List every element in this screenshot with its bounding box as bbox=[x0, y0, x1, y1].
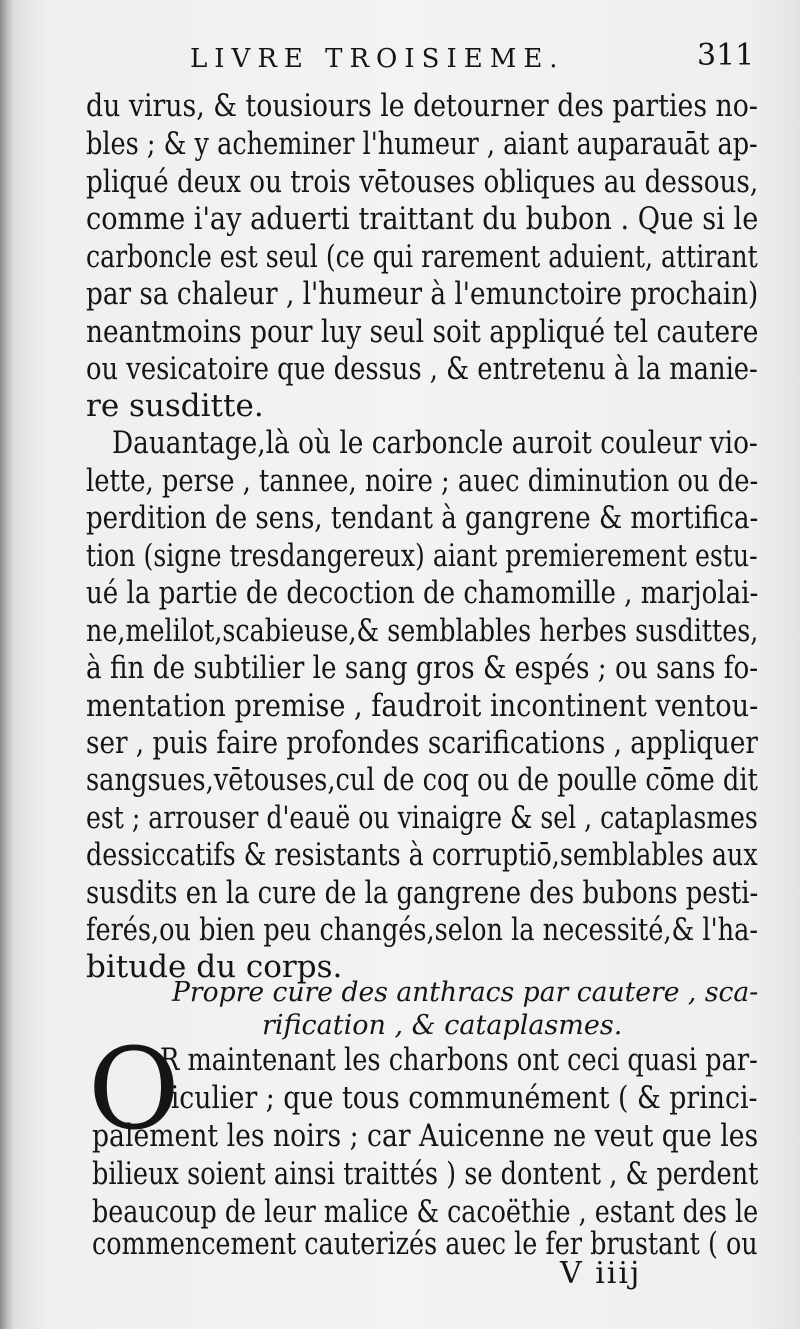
text-line: bitude du corps. bbox=[86, 949, 343, 985]
section-heading-line: rification , & cataplasmes. bbox=[262, 1010, 623, 1041]
text-line: palement les noirs ; car Auicenne ne veut que les bbox=[92, 1118, 759, 1154]
text-line: Dauantage,là où le carboncle auroit couleur vio- bbox=[112, 425, 758, 461]
text-line: dessiccatifs & resistants à corruptiō,semblables aux bbox=[86, 837, 758, 873]
text-line: pliqué deux ou trois vētouses obliques au dessous, bbox=[86, 164, 759, 200]
text-line: ticulier ; que tous communément ( & princi- bbox=[160, 1080, 758, 1116]
text-line: par sa chaleur , l'humeur à l'emunctoire prochain) bbox=[86, 276, 759, 312]
text-line: ou vesicatoire que dessus , & entretenu à la manie- bbox=[86, 351, 758, 387]
text-line: comme i'ay aduerti traittant du bubon . Que si le bbox=[86, 201, 759, 237]
text-line: sangsues,vētouses,cul de coq ou de poulle cōme dit bbox=[86, 762, 758, 798]
page-header bbox=[0, 38, 800, 78]
page-number: 311 bbox=[697, 38, 755, 73]
text-line: commencement cauterizés auec le fer brustant ( ou bbox=[92, 1226, 758, 1262]
text-line: neantmoins pour luy seul soit appliqué tel cautere bbox=[86, 314, 759, 350]
text-line: susdits en la cure de la gangrene des bubons pesti- bbox=[86, 875, 759, 911]
text-line: perdition de sens, tendant à gangrene & mortifica- bbox=[86, 500, 759, 536]
text-line: tion (signe tresdangereux) aiant premierement estu- bbox=[86, 538, 758, 574]
gutter-shadow bbox=[0, 0, 14, 1329]
text-line: carboncle est seul (ce qui rarement aduient, attirant bbox=[86, 239, 758, 275]
text-line: beaucoup de leur malice & cacoëthie , estant des le bbox=[92, 1194, 759, 1230]
signature-mark: V iiij bbox=[560, 1256, 642, 1291]
text-line: bilieux soient ainsi traittés ) se dontent , & perdent bbox=[92, 1156, 759, 1192]
text-line: du virus, & tousiours le detourner des parties no- bbox=[86, 88, 758, 124]
running-title: LIVRE TROISIEME. bbox=[190, 44, 565, 74]
text-line: re susditte. bbox=[86, 388, 264, 424]
text-line: ne,melilot,scabieuse,& semblables herbes susdittes, bbox=[86, 613, 759, 649]
text-line: R maintenant les charbons ont ceci quasi par- bbox=[160, 1042, 758, 1078]
text-line: ué la partie de decoction de chamomille , marjolai- bbox=[86, 575, 759, 611]
text-line: ferés,ou bien peu changés,selon la necessité,& l'ha- bbox=[86, 912, 758, 948]
text-line: ser , puis faire profondes scarifications , appliquer bbox=[86, 725, 758, 761]
text-line: mentation premise , faudroit incontinent ventou- bbox=[86, 688, 759, 724]
text-line: bles ; & y acheminer l'humeur , aiant auparauāt ap- bbox=[86, 126, 758, 162]
text-line: est ; arrouser d'eauë ou vinaigre & sel , cataplasmes bbox=[86, 800, 758, 836]
drop-cap: O bbox=[88, 1025, 180, 1155]
text-line: lette, perse , tannee, noire ; auec diminution ou de- bbox=[86, 463, 759, 499]
section-heading-line: Propre cure des anthracs par cautere , sca- bbox=[172, 977, 759, 1008]
text-line: à fin de subtilier le sang gros & espés ; ou sans fo- bbox=[86, 650, 759, 686]
